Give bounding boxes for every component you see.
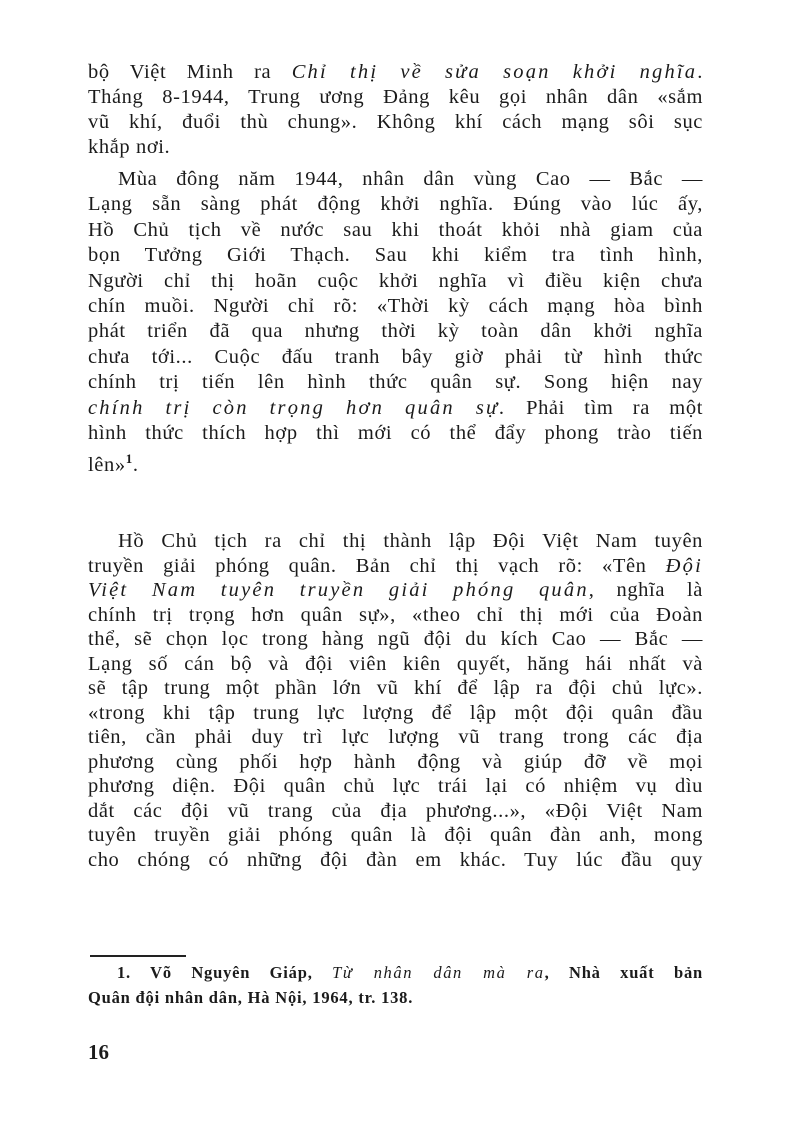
paragraph-3	[88, 529, 703, 872]
text-line	[88, 554, 703, 579]
text-span: Tháng 8-1944, Trung ương Đảng kêu gọi nhân dân «sắm	[88, 86, 703, 108]
text-line	[88, 446, 703, 478]
text-span: Mùa đông năm 1944, nhân dân vùng Cao — Bắc —	[118, 168, 703, 190]
text-line	[88, 370, 703, 395]
text-line	[88, 110, 703, 135]
text-span: phương cùng phối hợp hành động và giúp đỡ về mọi	[88, 750, 703, 773]
italic-text: Việt Nam tuyên truyền giải phóng quân	[88, 579, 589, 601]
text-line	[88, 167, 703, 192]
text-line	[88, 243, 703, 268]
text-line	[88, 627, 703, 652]
text-line	[88, 421, 703, 446]
paragraph-2	[88, 167, 703, 479]
text-span: bộ Việt Minh ra	[88, 61, 292, 83]
text-span: Lạng số cán bộ và đội viên kiên quyết, hăng hái nhất và	[88, 652, 703, 675]
text-line	[88, 135, 703, 160]
text-line	[88, 294, 703, 319]
text-span: bọn Tưởng Giới Thạch. Sau khi kiểm tra tình hình,	[88, 244, 703, 267]
text-span: Quân đội nhân dân, Hà Nội, 1964, tr. 138.	[88, 988, 414, 1007]
text-line	[88, 603, 703, 628]
text-span: cho chóng có những đội đàn em khác. Tuy lúc đầu quy	[88, 848, 703, 871]
text-span: phát triển đã qua nhưng thời kỳ toàn dân khởi nghĩa	[88, 320, 703, 343]
text-span: tuyên truyền giải phóng quân là đội quân đàn anh, mong	[88, 824, 703, 846]
text-line	[88, 799, 703, 824]
text-line	[88, 725, 703, 750]
text-line	[88, 218, 703, 243]
text-span: tiên, cần phải duy trì lực lượng vũ trang trong các địa	[88, 726, 703, 748]
text-span: phương diện. Đội quân chủ lực trái lại có nhiệm vụ dìu	[88, 775, 703, 797]
text-line	[88, 269, 703, 294]
text-span: .	[132, 454, 139, 477]
text-span: sẽ tập trung một phần lớn vũ khí để lập ra đội chủ lực».	[88, 677, 703, 699]
text-line	[88, 823, 703, 848]
text-span: Phải tìm ra một	[506, 396, 703, 419]
text-line	[88, 319, 703, 344]
text-span: chính trị trọng hơn quân sự», «theo chỉ thị mới của Đoàn	[88, 603, 703, 626]
text-span: Người chỉ thị hoãn cuộc khởi nghĩa vì điều kiện chưa	[88, 269, 703, 292]
text-span: Hồ Chủ tịch về nước sau khi thoát khỏi nhà giam của	[88, 218, 703, 241]
text-span: , nghĩa là	[588, 579, 703, 601]
italic-text: chính trị còn trọng hơn quân sự.	[88, 396, 507, 419]
text-line	[88, 396, 703, 421]
text-span: hình thức thích hợp thì mới có thể đẩy phong trào tiến	[88, 422, 703, 445]
paragraph-1	[88, 60, 703, 160]
text-line	[88, 192, 703, 217]
page-number: 16	[88, 1040, 109, 1064]
text-span: khắp nơi.	[88, 136, 171, 158]
text-span: Hồ Chủ tịch ra chỉ thị thành lập Đội Việt Nam tuyên	[118, 530, 703, 552]
italic-text: Từ nhân dân mà ra	[332, 963, 545, 982]
text-line	[88, 848, 703, 873]
text-line	[88, 85, 703, 110]
text-line	[88, 652, 703, 677]
text-line	[88, 774, 703, 799]
text-span: .	[697, 61, 703, 83]
text-line	[88, 960, 703, 985]
footnote-divider	[90, 955, 186, 957]
text-span: chín muồi. Người chỉ rõ: «Thời kỳ cách mạng hòa bình	[88, 295, 703, 318]
text-span: vũ khí, đuổi thù chung». Không khí cách mạng sôi sục	[88, 111, 703, 133]
text-line	[88, 985, 703, 1010]
text-span: «trong khi tập trung lực lượng để lập một đội quân đầu	[88, 701, 703, 724]
text-span: Lạng sẵn sàng phát động khởi nghĩa. Đúng vào lúc ấy,	[88, 193, 703, 216]
text-line	[88, 676, 703, 701]
text-span: 1. Võ Nguyên Giáp,	[117, 963, 333, 982]
italic-text: Đội	[665, 554, 703, 577]
text-line	[88, 529, 703, 554]
text-line	[88, 750, 703, 775]
italic-text: Chỉ thị về sửa soạn khởi nghĩa	[291, 61, 698, 83]
text-span: chính trị tiến lên hình thức quân sự. Song hiện nay	[88, 371, 703, 394]
text-span: , Nhà xuất bản	[544, 963, 703, 982]
text-span: thể, sẽ chọn lọc trong hàng ngũ đội du kích Cao — Bắc —	[88, 628, 703, 650]
footnote-ref: 1	[125, 451, 133, 467]
text-span: truyền giải phóng quân. Bản chỉ thị vạch rõ: «Tên	[88, 554, 666, 577]
text-span: dắt các đội vũ trang của địa phương...», «Đội Việt Nam	[88, 799, 703, 822]
footnote	[88, 960, 703, 1010]
text-line	[88, 701, 703, 726]
text-span: chưa tới... Cuộc đấu tranh bây giờ phải từ hình thức	[88, 345, 703, 368]
text-line	[88, 578, 703, 603]
text-line	[88, 345, 703, 370]
text-line	[88, 60, 703, 85]
text-span: lên»	[88, 454, 126, 477]
